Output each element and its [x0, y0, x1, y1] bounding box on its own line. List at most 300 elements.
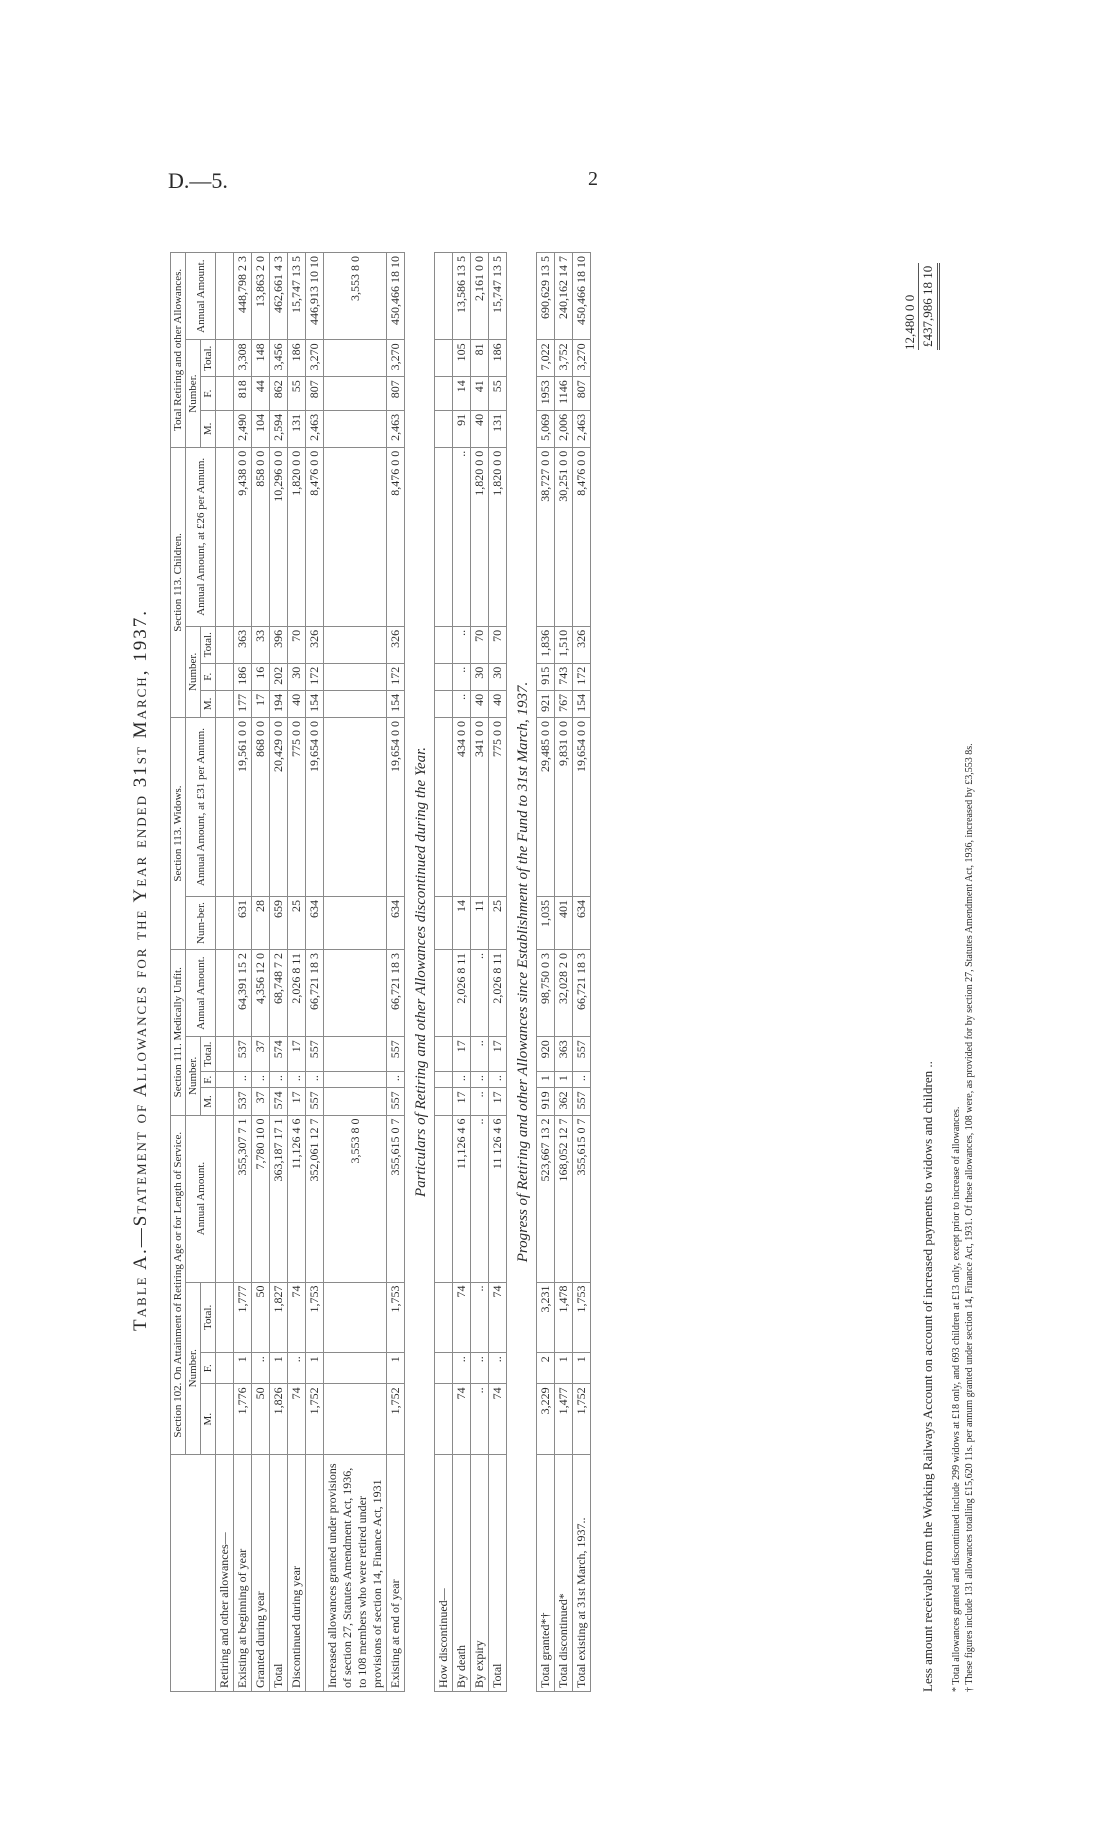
f-header: F. [201, 663, 216, 690]
annual-amount-header: Annual Amount. [186, 253, 216, 340]
table-cell [216, 410, 234, 447]
table-cell: 33 [252, 626, 270, 663]
table-cell: 775 0 0 [288, 717, 306, 896]
table-cell: 557 [573, 1088, 591, 1115]
table-cell [324, 1282, 387, 1353]
table-cell: 537 [234, 1088, 252, 1115]
footnote-2: † These figures include 131 allowances totalling £15,620 11s. per annum granted under section 14, Finance Act, 1931. Of these allowances, 108 were, as provided for by section 27, Statutes Amendment Act, 1936, increased by £3,553 8s. [964, 743, 975, 1692]
table-cell: 3,270 [306, 340, 324, 377]
table-cell: 74 [288, 1384, 306, 1455]
table-cell: 66,721 18 3 [387, 950, 405, 1037]
table-row [555, 253, 573, 1692]
table-row [288, 253, 306, 1692]
table-cell: 446,913 10 10 [306, 253, 324, 340]
table-cell [324, 410, 387, 447]
col-total-allowances: Total Retiring and other Allowances. [171, 253, 186, 448]
table-row [453, 253, 471, 1692]
table-cell: 341 0 0 [471, 717, 489, 896]
table-cell: 1 [537, 1072, 555, 1088]
table-cell: .. [453, 690, 471, 717]
table-cell: 74 [489, 1384, 507, 1455]
table-cell: .. [471, 950, 489, 1037]
row-label: By expiry [471, 1455, 489, 1692]
table-row [471, 253, 489, 1692]
table-cell: 434 0 0 [453, 717, 471, 896]
table-cell [435, 377, 453, 411]
total-header: Total. [201, 626, 216, 663]
annual-amount-26-header: Annual Amount, at £26 per Annum. [186, 447, 216, 626]
table-cell: 154 [573, 690, 591, 717]
table-cell: 3,308 [234, 340, 252, 377]
table-cell: .. [252, 1072, 270, 1088]
less-amount: 12,480 0 0 [902, 294, 917, 350]
table-cell [435, 410, 453, 447]
table-cell [216, 253, 234, 340]
table-cell [435, 1353, 453, 1384]
table-cell: 1 [555, 1072, 573, 1088]
table-cell: 1953 [537, 377, 555, 411]
table-cell: 66,721 18 3 [306, 950, 324, 1037]
annual-amount-31-header: Annual Amount, at £31 per Annum. [186, 717, 216, 896]
table-cell: 19,654 0 0 [306, 717, 324, 896]
table-cell: 2,594 [270, 410, 288, 447]
table-cell [216, 626, 234, 663]
table-cell: 240,162 14 7 [555, 253, 573, 340]
less-line: Less amount receivable from the Working Railways Account on account of increased payments to widows and children .. [920, 1061, 935, 1692]
table-cell: 396 [270, 626, 288, 663]
total-header: Total. [201, 1037, 216, 1072]
row-label: Increased allowances granted under provisions of section 27, Statutes Amendment Act, 1936, to 108 members who were retired under provisions of section 14, Finance Act, 1931 [324, 1455, 387, 1692]
table-cell: 2,463 [306, 410, 324, 447]
table-cell: 3,553 8 0 [324, 1115, 387, 1282]
table-cell: 921 [537, 690, 555, 717]
table-cell: 194 [270, 690, 288, 717]
table-cell: 17 [288, 1037, 306, 1072]
table-cell: 1146 [555, 377, 573, 411]
row-label: Existing at end of year [387, 1455, 405, 1692]
table-cell [435, 717, 453, 896]
table-cell: 11 [471, 897, 489, 950]
table-cell: 13,863 2 0 [252, 253, 270, 340]
particulars-heading: Particulars of Retiring and other Allowances discontinued during the Year. [413, 747, 429, 1197]
footnotes [950, 292, 976, 1692]
table-cell [324, 447, 387, 626]
table-cell: 557 [306, 1037, 324, 1072]
table-cell: .. [471, 1072, 489, 1088]
table-cell: 68,748 7 2 [270, 950, 288, 1037]
table-cell: 11,126 4 6 [453, 1115, 471, 1282]
table-cell: 363,187 17 1 [270, 1115, 288, 1282]
table-cell: 1,826 [270, 1384, 288, 1455]
table-cell: 3,553 8 0 [324, 253, 387, 340]
page-number: 2 [588, 168, 598, 190]
table-cell: 15,747 13 5 [489, 253, 507, 340]
table-cell: 14 [453, 377, 471, 411]
table-cell: 3,270 [387, 340, 405, 377]
table-cell: 3,229 [537, 1384, 555, 1455]
table-cell: 28 [252, 897, 270, 950]
table-cell: 25 [489, 897, 507, 950]
table-cell [324, 897, 387, 950]
table-cell: .. [453, 1072, 471, 1088]
table-row [216, 253, 234, 1692]
table-cell [324, 663, 387, 690]
table-cell: .. [489, 1072, 507, 1088]
table-cell: 40 [471, 410, 489, 447]
row-label: Total discontinued* [555, 1455, 573, 1692]
table-cell: 634 [387, 897, 405, 950]
table-cell: 37 [252, 1037, 270, 1072]
table-cell: 74 [453, 1282, 471, 1353]
table-cell: 690,629 13 5 [537, 253, 555, 340]
table-cell [324, 377, 387, 411]
table-cell: 11 126 4 6 [489, 1115, 507, 1282]
table-cell: 17 [489, 1088, 507, 1115]
table-cell: 29,485 0 0 [537, 717, 555, 896]
table-cell: 919 [537, 1088, 555, 1115]
table-cell: 3,752 [555, 340, 573, 377]
table-cell: 40 [489, 690, 507, 717]
table-cell [324, 1353, 387, 1384]
annual-amount-header: Annual Amount. [186, 1115, 216, 1282]
row-label: Existing at beginning of year [234, 1455, 252, 1692]
number-header: Number. [186, 1037, 201, 1115]
table-cell: 32,028 2 0 [555, 950, 573, 1037]
table-cell [435, 1282, 453, 1353]
row-label: Granted during year [252, 1455, 270, 1692]
col-section-102: Section 102. On Attainment of Retiring Age or for Length of Service. [171, 1115, 186, 1454]
allowances-table [170, 252, 591, 1692]
table-cell: 326 [387, 626, 405, 663]
table-cell: 326 [306, 626, 324, 663]
table-cell: 202 [270, 663, 288, 690]
table-cell: 15,747 13 5 [288, 253, 306, 340]
table-cell [435, 1037, 453, 1072]
table-cell: 9,438 0 0 [234, 447, 252, 626]
table-cell [435, 690, 453, 717]
table-row [573, 253, 591, 1692]
table-cell: 557 [387, 1037, 405, 1072]
table-cell: 1,478 [555, 1282, 573, 1353]
row-label: Total existing at 31st March, 1937.. [573, 1455, 591, 1692]
table-cell [435, 340, 453, 377]
table-cell: 30,251 0 0 [555, 447, 573, 626]
table-cell: 8,476 0 0 [573, 447, 591, 626]
table-cell: 186 [234, 663, 252, 690]
table-cell [324, 1072, 387, 1088]
table-cell: 557 [387, 1088, 405, 1115]
table-cell: 767 [555, 690, 573, 717]
table-cell: 858 0 0 [252, 447, 270, 626]
table-cell: 66,721 18 3 [573, 950, 591, 1037]
row-label: By death [453, 1455, 471, 1692]
table-cell: 355,615 0 7 [573, 1115, 591, 1282]
table-cell: 1,753 [387, 1282, 405, 1353]
table-cell: 450,466 18 10 [387, 253, 405, 340]
table-cell [216, 1115, 234, 1282]
table-cell: 186 [288, 340, 306, 377]
table-cell: 74 [288, 1282, 306, 1353]
table-cell: 13,586 13 5 [453, 253, 471, 340]
table-cell: 19,654 0 0 [387, 717, 405, 896]
table-cell [216, 950, 234, 1037]
progress-heading: Progress of Retiring and other Allowances since Establishment of the Fund to 31st March, 1937. [515, 681, 531, 1263]
table-cell: 1,820 0 0 [471, 447, 489, 626]
table-cell: 2,026 8 11 [453, 950, 471, 1037]
row-label [306, 1455, 324, 1692]
row-label: Total [270, 1455, 288, 1692]
table-row [387, 253, 405, 1692]
table-cell: 168,052 12 7 [555, 1115, 573, 1282]
table-cell: .. [306, 1072, 324, 1088]
table-cell: 2,490 [234, 410, 252, 447]
table-row [324, 253, 387, 1692]
table-cell: 1,836 [537, 626, 555, 663]
table-cell: 659 [270, 897, 288, 950]
table-cell: .. [387, 1072, 405, 1088]
table-cell: 98,750 0 3 [537, 950, 555, 1037]
row-label: Total granted*† [537, 1455, 555, 1692]
table-cell [324, 1384, 387, 1455]
table-cell: 462,661 4 3 [270, 253, 288, 340]
f-header: F. [201, 1072, 216, 1088]
table-cell: .. [453, 447, 471, 626]
final-total: £437,986 18 10 [918, 263, 940, 350]
table-cell: 30 [288, 663, 306, 690]
table-cell [216, 377, 234, 411]
table-cell [435, 1088, 453, 1115]
table-cell: 2,463 [573, 410, 591, 447]
table-cell: 70 [288, 626, 306, 663]
table-cell: 10,296 0 0 [270, 447, 288, 626]
table-cell: 1,035 [537, 897, 555, 950]
table-cell: 631 [234, 897, 252, 950]
table-cell [435, 447, 453, 626]
rotated-table-page [130, 230, 1010, 1710]
table-cell [216, 447, 234, 626]
table-cell: 3,270 [573, 340, 591, 377]
table-cell: 574 [270, 1037, 288, 1072]
table-cell: .. [453, 1353, 471, 1384]
table-row [252, 253, 270, 1692]
table-cell: 352,061 12 7 [306, 1115, 324, 1282]
table-cell: 634 [573, 897, 591, 950]
table-cell: .. [453, 626, 471, 663]
table-cell: 131 [288, 410, 306, 447]
table-cell [216, 897, 234, 950]
table-cell [324, 340, 387, 377]
table-cell: 70 [471, 626, 489, 663]
table-row [234, 253, 252, 1692]
table-cell: 148 [252, 340, 270, 377]
table-cell: 154 [387, 690, 405, 717]
table-cell: 70 [489, 626, 507, 663]
table-cell [324, 1037, 387, 1072]
table-cell [216, 690, 234, 717]
table-cell: 807 [573, 377, 591, 411]
row-label: How discontinued— [435, 1455, 453, 1692]
f-header: F. [201, 377, 216, 411]
table-cell: 868 0 0 [252, 717, 270, 896]
table-cell: 104 [252, 410, 270, 447]
table-cell: 17 [252, 690, 270, 717]
table-cell: 186 [489, 340, 507, 377]
table-cell [324, 950, 387, 1037]
table-cell: 8,476 0 0 [387, 447, 405, 626]
table-cell: 172 [573, 663, 591, 690]
table-row [306, 253, 324, 1692]
table-cell: 1,752 [306, 1384, 324, 1455]
table-cell: 355,615 0 7 [387, 1115, 405, 1282]
table-cell: 7,022 [537, 340, 555, 377]
table-cell: 1,820 0 0 [288, 447, 306, 626]
table-cell [216, 1282, 234, 1353]
table-cell: 1 [234, 1353, 252, 1384]
table-cell: 3,456 [270, 340, 288, 377]
number-header: Number. [186, 626, 201, 717]
table-cell [324, 717, 387, 896]
table-cell [216, 1088, 234, 1115]
table-cell: 634 [306, 897, 324, 950]
table-cell: 131 [489, 410, 507, 447]
footnote-1: * Total allowances granted and discontinued include 299 widows at £18 only, and 693 children at £13 only, except prior to increase of allowances. [951, 1106, 962, 1692]
table-cell: 574 [270, 1088, 288, 1115]
table-cell: 807 [306, 377, 324, 411]
table-cell: 50 [252, 1282, 270, 1353]
table-cell: .. [234, 1072, 252, 1088]
table-cell: .. [471, 1037, 489, 1072]
table-cell: 450,466 18 10 [573, 253, 591, 340]
row-label: Retiring and other allowances— [216, 1455, 234, 1692]
table-cell: 1,776 [234, 1384, 252, 1455]
m-header: M. [201, 690, 216, 717]
table-cell: 172 [306, 663, 324, 690]
table-cell: 17 [288, 1088, 306, 1115]
table-cell: 1,477 [555, 1384, 573, 1455]
table-row [489, 253, 507, 1692]
table-cell: .. [471, 1384, 489, 1455]
table-cell: 41 [471, 377, 489, 411]
table-cell: 557 [573, 1037, 591, 1072]
table-cell: 16 [252, 663, 270, 690]
table-cell: 448,798 2 3 [234, 253, 252, 340]
f-header: F. [201, 1353, 216, 1384]
table-cell: 19,561 0 0 [234, 717, 252, 896]
table-cell: 177 [234, 690, 252, 717]
table-row [537, 253, 555, 1692]
table-cell: 2,161 0 0 [471, 253, 489, 340]
table-cell: 30 [471, 663, 489, 690]
table-cell: 154 [306, 690, 324, 717]
table-cell [435, 1115, 453, 1282]
table-cell: 818 [234, 377, 252, 411]
table-cell: .. [453, 663, 471, 690]
table-cell: 1,752 [573, 1384, 591, 1455]
table-cell [324, 1088, 387, 1115]
table-cell: 1 [573, 1353, 591, 1384]
table-cell: 537 [234, 1037, 252, 1072]
number-header: Num-ber. [186, 897, 216, 950]
table-cell: 3,231 [537, 1282, 555, 1353]
table-cell [324, 626, 387, 663]
table-cell: 5,069 [537, 410, 555, 447]
table-row [435, 253, 453, 1692]
total-header: Total. [201, 1282, 216, 1353]
table-cell: 17 [453, 1088, 471, 1115]
table-cell: 326 [573, 626, 591, 663]
row-label: Total [489, 1455, 507, 1692]
table-cell: 355,307 7 1 [234, 1115, 252, 1282]
annual-amount-header: Annual Amount. [186, 950, 216, 1037]
table-cell [216, 1353, 234, 1384]
table-cell [216, 1037, 234, 1072]
col-section-111: Section 111. Medically Unfit. [171, 950, 186, 1116]
table-cell: 920 [537, 1037, 555, 1072]
table-cell: .. [270, 1072, 288, 1088]
table-title: Table A.—Statement of Allowances for the Year ended 31st March, 1937. [130, 609, 151, 1331]
m-header: M. [201, 1088, 216, 1115]
table-cell: 1 [270, 1353, 288, 1384]
table-cell: 557 [306, 1088, 324, 1115]
number-header: Number. [186, 1282, 201, 1454]
table-cell [216, 663, 234, 690]
table-cell: .. [252, 1353, 270, 1384]
table-cell: 8,476 0 0 [306, 447, 324, 626]
table-cell: 55 [489, 377, 507, 411]
table-cell: 172 [387, 663, 405, 690]
table-cell: 1 [306, 1353, 324, 1384]
table-cell: 81 [471, 340, 489, 377]
table-cell: .. [471, 1115, 489, 1282]
table-cell: 20,429 0 0 [270, 717, 288, 896]
table-cell: 64,391 15 2 [234, 950, 252, 1037]
table-cell: 40 [288, 690, 306, 717]
table-cell: 30 [489, 663, 507, 690]
table-cell: 44 [252, 377, 270, 411]
table-cell: 363 [555, 1037, 573, 1072]
table-cell: 523,667 13 2 [537, 1115, 555, 1282]
table-cell [435, 626, 453, 663]
table-cell: 74 [453, 1384, 471, 1455]
table-cell: 2,006 [555, 410, 573, 447]
table-cell: 105 [453, 340, 471, 377]
table-cell: 1,827 [270, 1282, 288, 1353]
row-label: Discontinued during year [288, 1455, 306, 1692]
table-cell [435, 1384, 453, 1455]
table-cell: 1,753 [306, 1282, 324, 1353]
table-cell [435, 1072, 453, 1088]
table-cell: 862 [270, 377, 288, 411]
table-cell: .. [489, 1353, 507, 1384]
table-cell [435, 897, 453, 950]
table-cell: 1 [555, 1353, 573, 1384]
table-cell: 1,510 [555, 626, 573, 663]
table-cell: 1 [387, 1353, 405, 1384]
table-cell: 1,820 0 0 [489, 447, 507, 626]
table-cell [435, 950, 453, 1037]
col-section-113-children: Section 113. Children. [171, 447, 186, 717]
table-cell: 17 [453, 1037, 471, 1072]
table-cell: 91 [453, 410, 471, 447]
table-cell: .. [573, 1072, 591, 1088]
table-cell: .. [288, 1353, 306, 1384]
table-cell: 775 0 0 [489, 717, 507, 896]
table-cell: 38,727 0 0 [537, 447, 555, 626]
table-cell: 2 [537, 1353, 555, 1384]
number-header: Number. [186, 340, 201, 447]
table-cell: 2,463 [387, 410, 405, 447]
table-cell: 401 [555, 897, 573, 950]
